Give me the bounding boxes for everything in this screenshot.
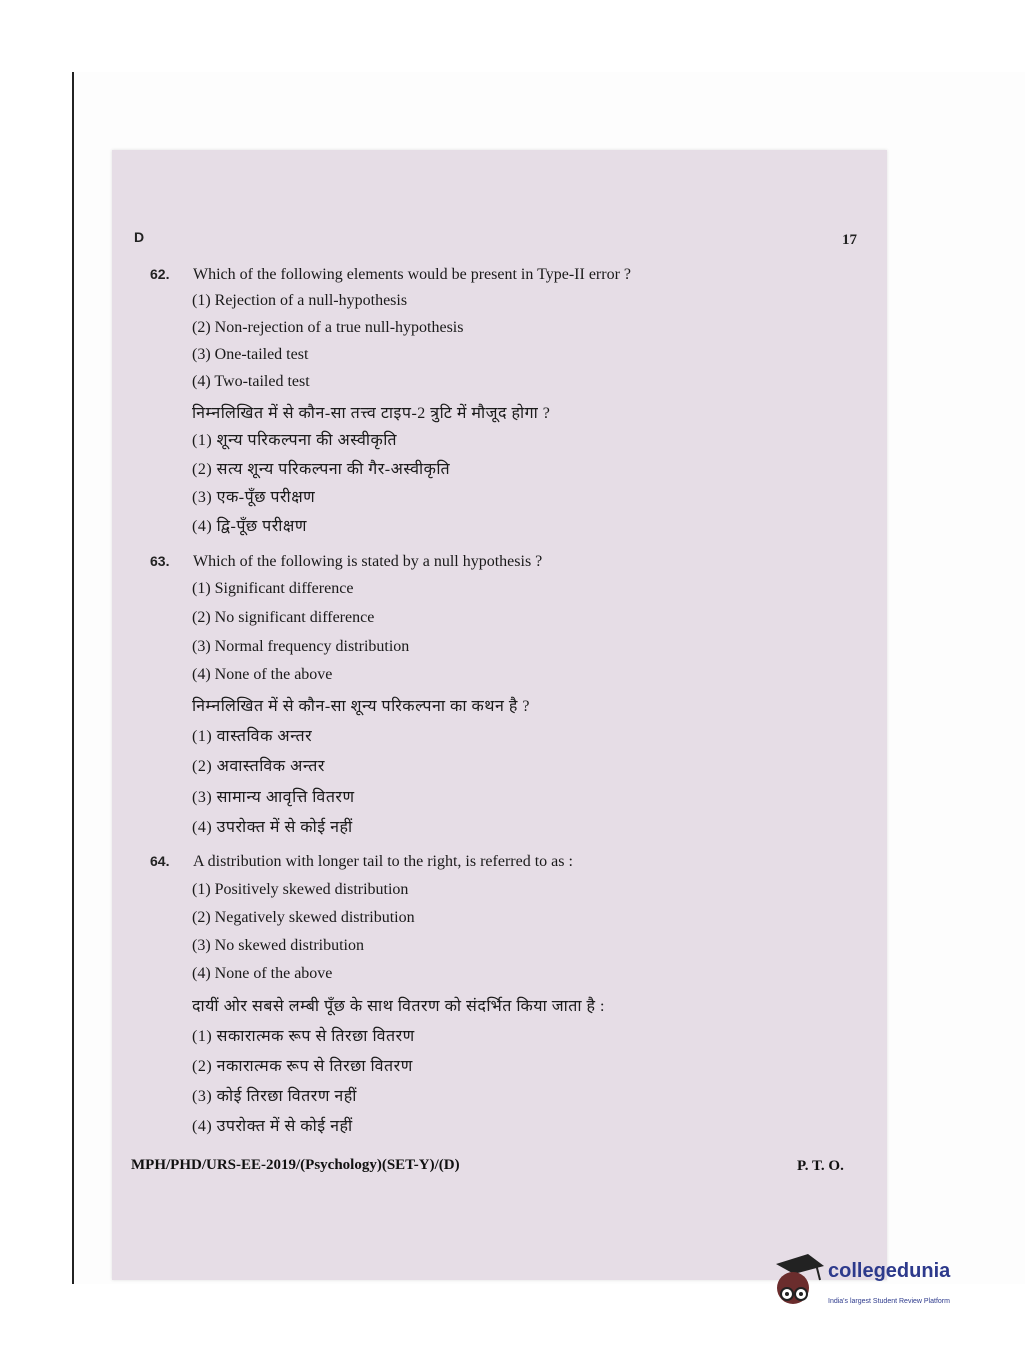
option-hi: (1) शून्य परिकल्पना की अस्वीकृति (192, 432, 398, 449)
option-hi: (2) सत्य शून्य परिकल्पना की गैर-अस्वीकृति (192, 461, 451, 478)
option-en: (3) One-tailed test (192, 346, 309, 363)
set-code: D (134, 229, 145, 245)
mascot-icon (768, 1250, 828, 1320)
option-hi: (3) सामान्य आवृत्ति वितरण (192, 789, 355, 806)
option-hi: (1) सकारात्मक रूप से तिरछा वितरण (192, 1028, 415, 1045)
option-hi: (4) उपरोक्त में से कोई नहीं (192, 1118, 353, 1135)
option-hi: (3) एक-पूँछ परीक्षण (192, 489, 316, 506)
brand-tagline: India's largest Student Review Platform (828, 1298, 950, 1305)
question-number: 62. (150, 266, 170, 282)
option-en: (2) Negatively skewed distribution (192, 909, 415, 926)
option-en: (3) No skewed distribution (192, 937, 364, 954)
question-text-hi: निम्नलिखित में से कौन-सा तत्त्व टाइप-2 त्रुटि में मौजूद होगा ? (192, 405, 551, 422)
question-text-hi: निम्नलिखित में से कौन-सा शून्य परिकल्पना का कथन है ? (192, 698, 530, 715)
question-number: 63. (150, 553, 170, 569)
question-number: 64. (150, 853, 170, 869)
option-en: (1) Significant difference (192, 580, 354, 597)
exam-code: MPH/PHD/URS-EE-2019/(Psychology)(SET-Y)/(D) (131, 1157, 460, 1173)
option-en: (4) None of the above (192, 965, 333, 982)
option-en: (4) None of the above (192, 666, 333, 683)
collegedunia-logo (768, 1250, 998, 1320)
question-text-en: Which of the following elements would be present in Type-II error ? (193, 266, 631, 283)
option-en: (4) Two-tailed test (192, 373, 310, 390)
option-hi: (2) अवास्तविक अन्तर (192, 758, 325, 775)
question-text-en: A distribution with longer tail to the right, is referred to as : (193, 853, 573, 870)
option-en: (1) Rejection of a null-hypothesis (192, 292, 408, 309)
option-en: (2) No significant difference (192, 609, 375, 626)
question-text-en: Which of the following is stated by a null hypothesis ? (193, 553, 543, 570)
option-en: (1) Positively skewed distribution (192, 881, 409, 898)
option-hi: (1) वास्तविक अन्तर (192, 728, 313, 745)
question-text-hi: दायीं ओर सबसे लम्बी पूँछ के साथ वितरण को संदर्भित किया जाता है : (192, 998, 605, 1015)
option-hi: (2) नकारात्मक रूप से तिरछा वितरण (192, 1058, 413, 1075)
option-hi: (4) द्वि-पूँछ परीक्षण (192, 518, 307, 535)
pto-label: P. T. O. (797, 1158, 844, 1174)
option-en: (2) Non-rejection of a true null-hypothesis (192, 319, 464, 336)
brand-name: collegedunia (828, 1260, 951, 1282)
option-en: (3) Normal frequency distribution (192, 638, 410, 655)
option-hi: (3) कोई तिरछा वितरण नहीं (192, 1088, 357, 1105)
option-hi: (4) उपरोक्त में से कोई नहीं (192, 819, 353, 836)
page-number: 17 (842, 232, 857, 248)
